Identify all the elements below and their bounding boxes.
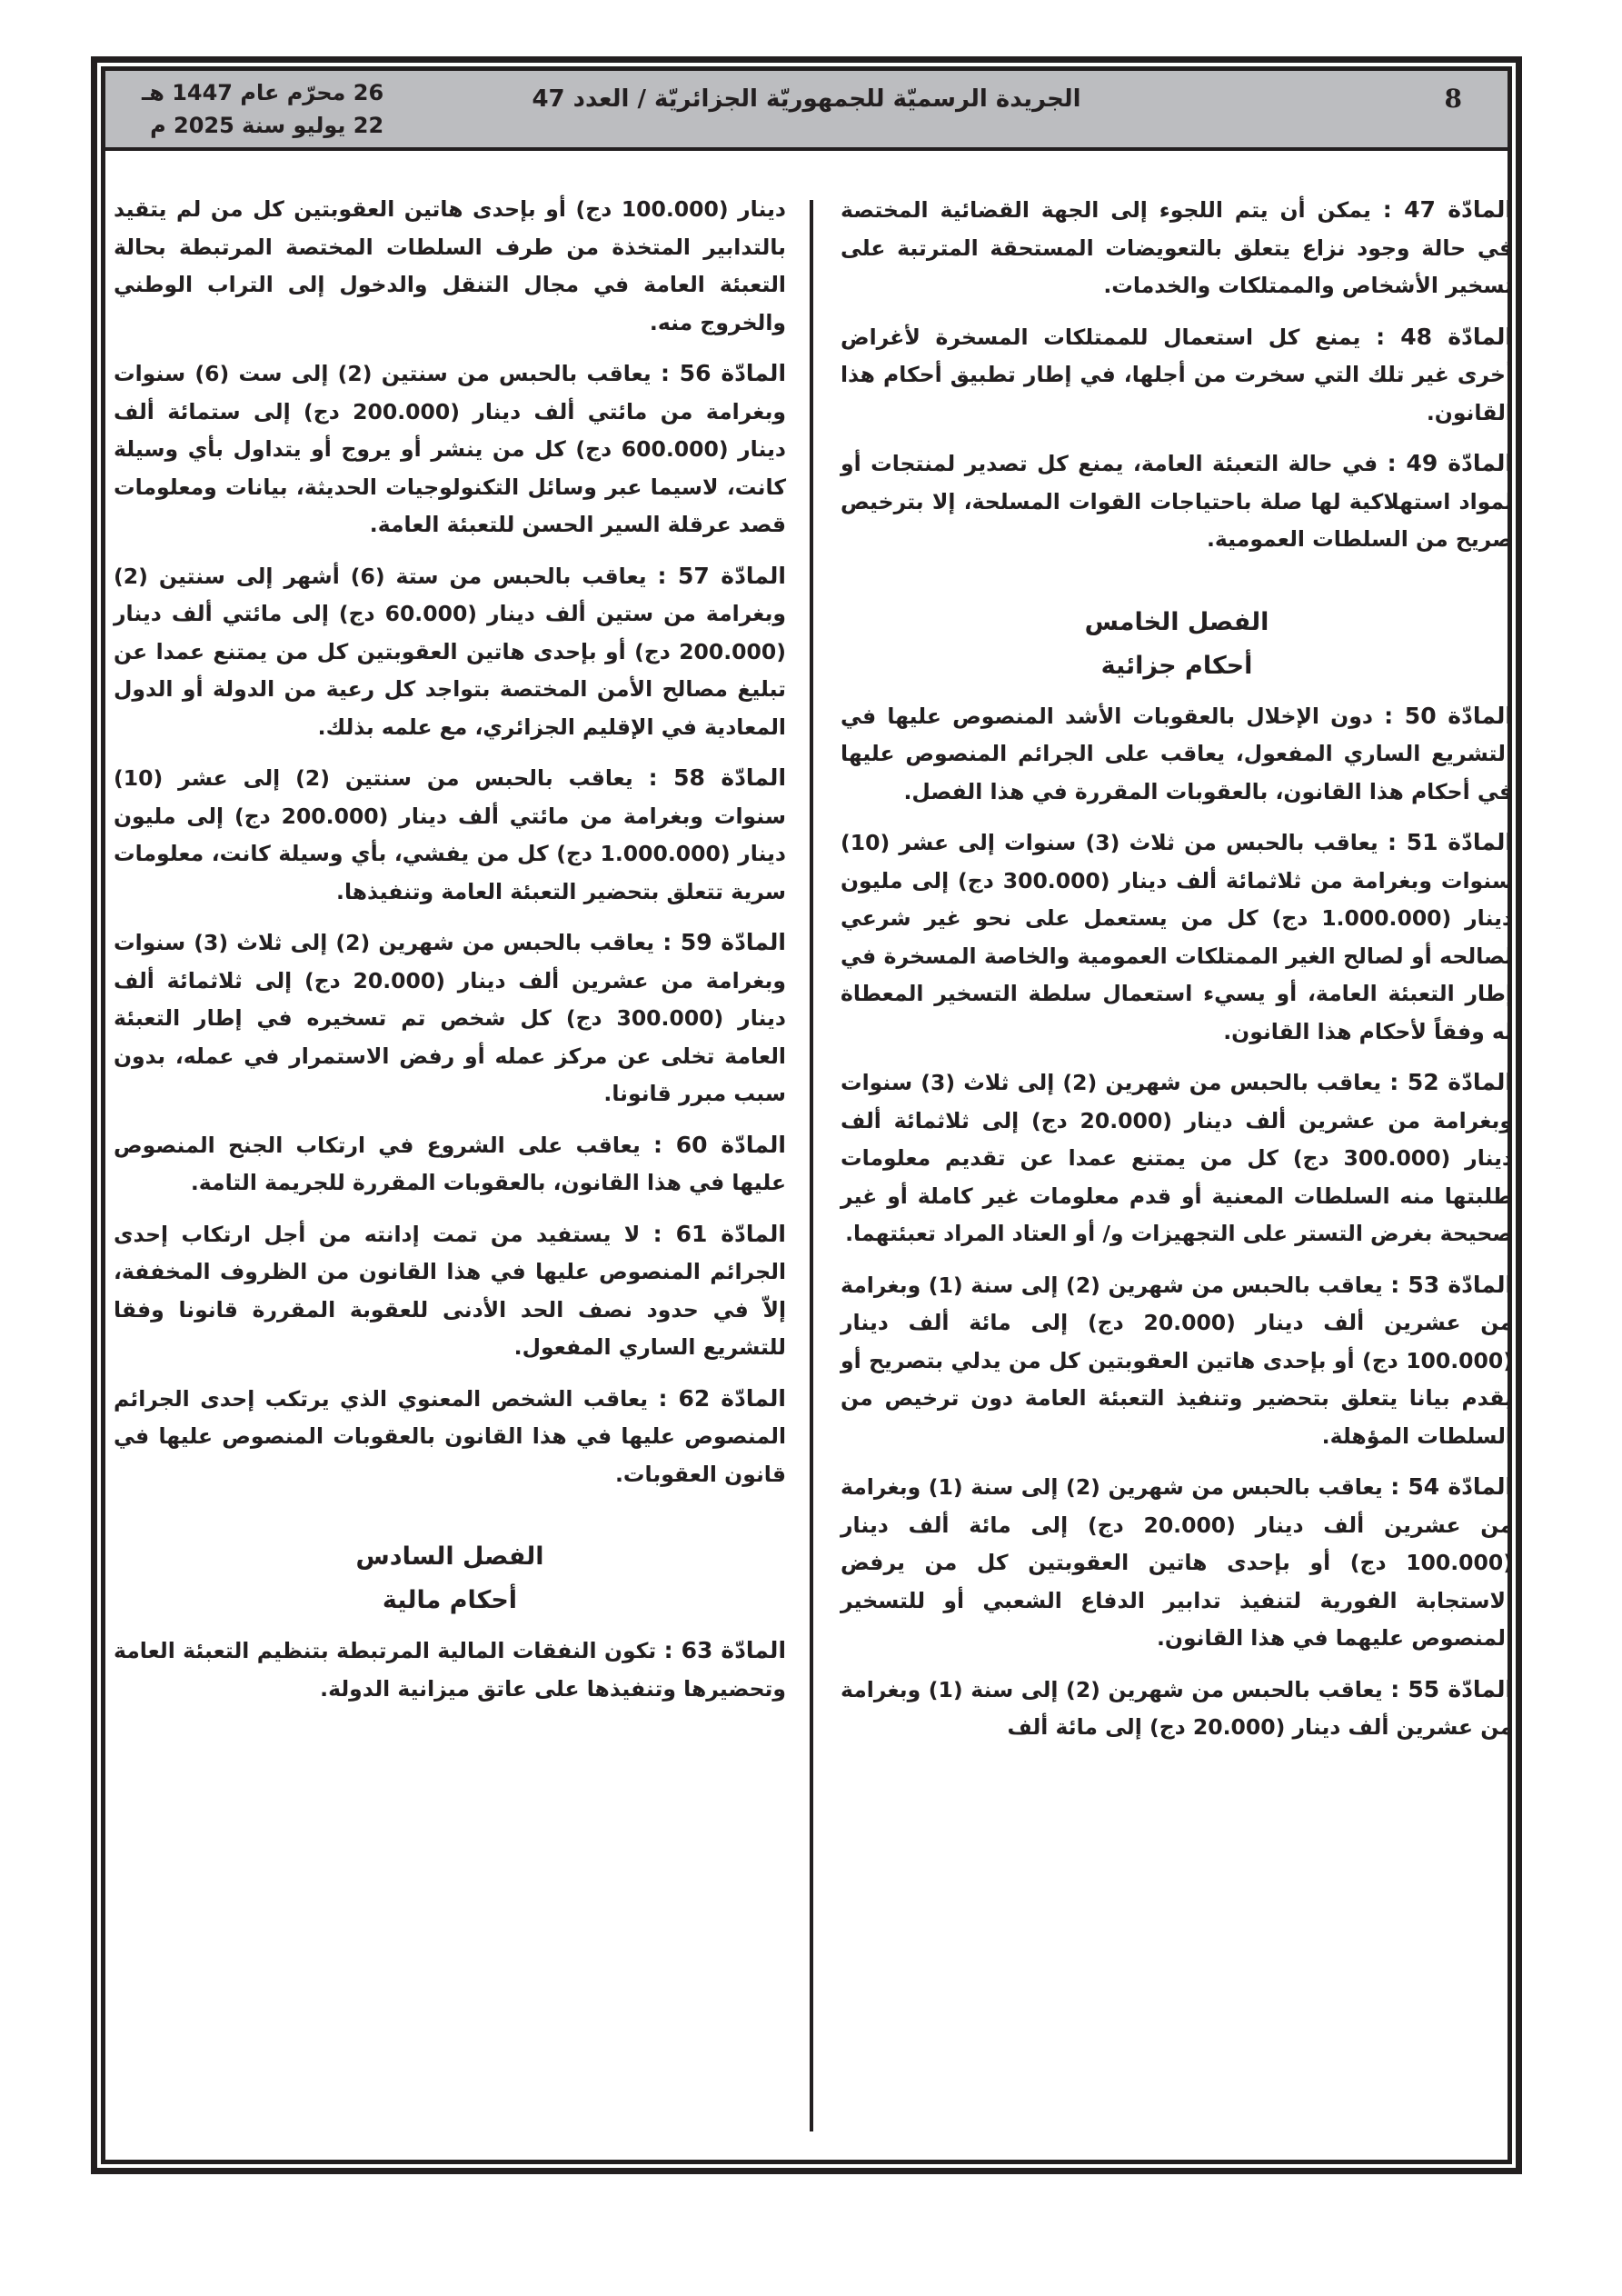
article-text: يعاقب بالحبس من ثلاث (3) سنوات إلى عشر (10) سنوات وبغرامة من ثلاثمائة ألف دينار (300.000 دج) إلى مليون دينار (1.000.000 دج) كل من يستعمل على نحو غير شرعي لصالحه أو لصالح الغير الممتلكات العمومية والخاصة المسخرة في إطار التعبئة العامة، أو يسيء استعمال سلطة التسخير المعطاة له وفقاً لأحكام هذا القانون. xyxy=(841,830,1513,1044)
chapter-5-heading xyxy=(841,601,1513,688)
right-column xyxy=(841,191,1513,1760)
article-63 xyxy=(114,1632,786,1708)
issue-date xyxy=(142,76,383,142)
article-54 xyxy=(841,1468,1513,1658)
chapter-title: الفصل السادس xyxy=(355,1542,544,1571)
article-text: تكون النفقات المالية المرتبطة بتنظيم التعبئة العامة وتحضيرها وتنفيذها على عاتق ميزانية الدولة. xyxy=(114,1638,786,1702)
article-51 xyxy=(841,824,1513,1051)
chapter-subtitle: أحكام مالية xyxy=(382,1586,518,1614)
left-column xyxy=(114,191,786,1721)
article-61 xyxy=(114,1215,786,1367)
article-text: يعاقب بالحبس من سنتين (2) إلى عشر (10) سنوات وبغرامة من مائتي ألف دينار (200.000 دج) إلى مليون دينار (1.000.000 دج) كل من يفشي، بأي وسيلة كانت، معلومات سرية تتعلق بتحضير التعبئة العامة وتنفيذها. xyxy=(114,765,786,904)
article-label: المادّة 63 : xyxy=(663,1637,787,1663)
article-text: يعاقب بالحبس من شهرين (2) إلى سنة (1) وبغرامة من عشرين ألف دينار (20.000 دج) إلى مائة ألف xyxy=(841,1676,1513,1740)
article-text: لا يستفيد من تمت إدانته من أجل ارتكاب إحدى الجرائم المنصوص عليها في هذا القانون من الظروف المخففة، إلاّ في حدود نصف الحد الأدنى للعقوبة المقررة قانونا وفقا للتشريع الساري المفعول. xyxy=(114,1221,786,1360)
article-62 xyxy=(114,1380,786,1494)
article-text: يعاقب بالحبس من شهرين (2) إلى سنة (1) وبغرامة من عشرين ألف دينار (20.000 دج) إلى مائة ألف دينار (100.000 دج) أو بإحدى هاتين العقوبتين كل من يرفض الاستجابة الفورية لتنفيذ تدابير الدفاع الشعبي أو للتسخير المنصوص عليهما في هذا القانون. xyxy=(841,1474,1513,1651)
gazette-title: الجريدة الرسميّة للجمهوريّة الجزائريّة / العدد 47 xyxy=(532,85,1081,113)
article-52 xyxy=(841,1063,1513,1253)
article-label: المادّة 58 : xyxy=(648,764,787,791)
chapter-6-heading xyxy=(114,1535,786,1622)
article-text: يعاقب بالحبس من ستة (6) أشهر إلى سنتين (2) وبغرامة من ستين ألف دينار (60.000 دج) إلى مائتي ألف دينار (200.000 دج) أو بإحدى هاتين العقوبتين كل من يمتنع عمدا عن تبليغ مصالح الأمن المختصة بتواجد كل رعية من الدولة أو الدول المعادية في الإقليم الجزائري، مع علمه بذلك. xyxy=(114,563,786,740)
article-58 xyxy=(114,759,786,911)
article-47 xyxy=(841,191,1513,305)
article-label: المادّة 53 : xyxy=(1390,1271,1514,1298)
article-text: يعاقب بالحبس من سنتين (2) إلى ست (6) سنوات وبغرامة من مائتي ألف دينار (200.000 دج) إلى ستمائة ألف دينار (600.000 دج) كل من ينشر أو يروج أو يتداول بأي وسيلة كانت، لاسيما عبر وسائل التكنولوجيات الحديثة، بيانات ومعلومات قصد عرقلة السير الحسن للتعبئة العامة. xyxy=(114,361,786,537)
article-59 xyxy=(114,923,786,1113)
article-text: دون الإخلال بالعقوبات الأشد المنصوص عليها في التشريع الساري المفعول، يعاقب على الجرائم المنصوص عليها في أحكام هذا القانون، بالعقوبات المقررة في هذا الفصل. xyxy=(841,703,1513,804)
article-label: المادّة 48 : xyxy=(1376,323,1513,350)
article-label: المادّة 54 : xyxy=(1390,1473,1514,1500)
article-text: يمكن أن يتم اللجوء إلى الجهة القضائية المختصة في حالة وجود نزاع يتعلق بالتعويضات المستحقة المترتبة على تسخير الأشخاص والممتلكات والخدمات. xyxy=(841,197,1513,298)
chapter-title: الفصل الخامس xyxy=(1084,607,1269,636)
article-text: يعاقب على الشروع في ارتكاب الجنح المنصوص عليها في هذا القانون، بالعقوبات المقررة للجريمة التامة. xyxy=(114,1132,786,1195)
article-text: يعاقب بالحبس من شهرين (2) إلى سنة (1) وبغرامة من عشرين ألف دينار (20.000 دج) إلى مائة ألف دينار (100.000 دج) أو بإحدى هاتين العقوبتين كل من يدلي بتصريح أو يقدم بيانا يتعلق بتحضير وتنفيذ التعبئة العامة دون ترخيص من السلطات المؤهلة. xyxy=(841,1272,1513,1449)
article-48 xyxy=(841,318,1513,433)
article-text: يعاقب بالحبس من شهرين (2) إلى ثلاث (3) سنوات وبغرامة من عشرين ألف دينار (20.000 دج) إلى ثلاثمائة ألف دينار (300.000 دج) كل من يمتنع عمدا عن تقديم معلومات طلبتها منه السلطات المعنية أو قدم معلومات غير كاملة أو غير صحيحة بغرض التستر على التجهيزات و/ أو العتاد المراد تعبئتهما. xyxy=(841,1070,1513,1246)
page-number: 8 xyxy=(1444,84,1462,114)
article-55 xyxy=(841,1671,1513,1747)
article-label: المادّة 49 : xyxy=(1387,450,1513,476)
article-60 xyxy=(114,1126,786,1203)
column-divider xyxy=(810,200,813,2131)
article-55-continuation: دينار (100.000 دج) أو بإحدى هاتين العقوبتين كل من لم يتقيد بالتدابير المتخذة من طرف السلطات المختصة المرتبطة بحالة التعبئة العامة في مجال التنقل والدخول إلى التراب الوطني والخروج منه. xyxy=(114,196,786,335)
article-label: المادّة 55 : xyxy=(1390,1675,1514,1702)
article-label: المادّة 52 : xyxy=(1389,1069,1513,1095)
article-label: المادّة 62 : xyxy=(658,1384,786,1412)
article-label: المادّة 51 : xyxy=(1387,829,1513,855)
article-label: المادّة 47 : xyxy=(1382,196,1513,223)
article-label: المادّة 57 : xyxy=(657,562,787,589)
article-text: في حالة التعبئة العامة، يمنع كل تصدير لمنتجات أو لمواد استهلاكية لها صلة باحتياجات القوات المسلحة، إلا بترخيص صريح من السلطات العمومية. xyxy=(841,451,1513,552)
article-label: المادّة 61 : xyxy=(652,1220,786,1247)
article-text: يمنع كل استعمال للممتلكات المسخرة لأغراض أخرى غير تلك التي سخرت من أجلها، في إطار تطبيق أحكام هذا القانون. xyxy=(841,324,1513,425)
article-57 xyxy=(114,557,786,747)
article-label: المادّة 56 : xyxy=(660,360,787,386)
date-gregorian: 22 يوليو سنة 2025 م xyxy=(150,113,384,138)
date-hijri: 26 محرّم عام 1447 هـ xyxy=(142,80,384,105)
article-text: يعاقب بالحبس من شهرين (2) إلى ثلاث (3) سنوات وبغرامة من عشرين ألف دينار (20.000 دج) إلى ثلاثمائة ألف دينار (300.000 دج) كل شخص تم تسخيره في إطار التعبئة العامة تخلى عن مركز عمله أو رفض الاستمرار في عمله، بدون سبب مبرر قانونا. xyxy=(114,930,786,1106)
article-text: يعاقب الشخص المعنوي الذي يرتكب إحدى الجرائم المنصوص عليها في هذا القانون بالعقوبات المنصوص عليها في قانون العقوبات. xyxy=(114,1385,786,1487)
article-56 xyxy=(114,354,786,544)
article-label: المادّة 59 : xyxy=(662,929,786,955)
article-label: المادّة 50 : xyxy=(1384,702,1513,729)
chapter-subtitle: أحكام جزائية xyxy=(1100,651,1253,680)
article-50 xyxy=(841,697,1513,812)
article-label: المادّة 60 : xyxy=(653,1131,786,1158)
article-53 xyxy=(841,1266,1513,1456)
page-header xyxy=(105,71,1508,151)
article-49 xyxy=(841,444,1513,559)
